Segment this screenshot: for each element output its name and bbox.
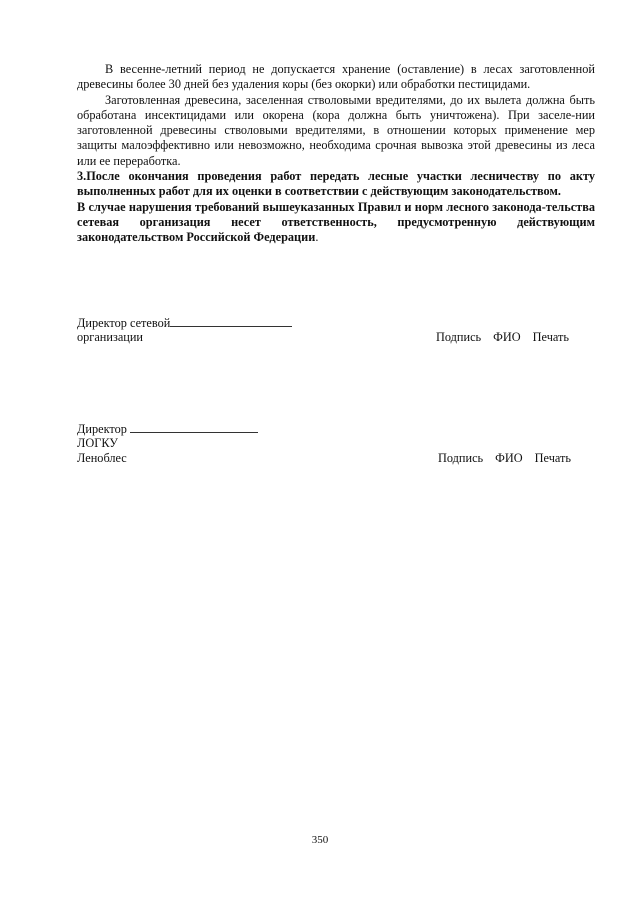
- paragraph-liability: [77, 200, 595, 246]
- signature-2-title: [77, 421, 258, 437]
- signature-2-line2: ЛОГКУ: [77, 436, 118, 450]
- body-text: [77, 62, 595, 246]
- page-number: 350: [311, 834, 329, 846]
- signature-2-fio: ФИО: [495, 451, 523, 465]
- signature-2-fields: [438, 451, 571, 466]
- signature-1-title: [77, 315, 292, 331]
- signature-1-fields: [436, 330, 569, 345]
- paragraph-infested-wood: Заготовленная древесина, заселенная стволовыми вредителями, до их вылета должна быть обработана инсектицидами или окорена (кора должна быть уничтожена). При заселе-нии заготовленной древесины стволовыми вредителями, в отношении которых применение мер защиты малоэффективно или невозможно, необходима срочная вывозка этой древесины из леса или ее переработка.: [77, 92, 595, 168]
- signature-1-blank-line: [170, 315, 292, 327]
- signature-2-line3: Леноблес: [77, 451, 127, 465]
- signature-2-blank-line: [130, 421, 258, 433]
- paragraph-storage-rule: В весенне-летний период не допускается хранение (оставление) в лесах заготовленной древесины более 30 дней без удаления коры (без окорки) или обработки пестицидами.: [77, 62, 595, 92]
- signature-1-line2: организации: [77, 330, 144, 344]
- paragraph-liability-text: В случае нарушения требований вышеуказанных Правил и норм лесного законода-тельства сетевая организация несет ответственность, предусмотренную действующим законодательством Российской Федерации: [77, 199, 595, 245]
- paragraph-liability-period: .: [315, 230, 319, 245]
- signature-1-fio: ФИО: [493, 330, 521, 344]
- signature-2-pechat: Печать: [534, 451, 571, 465]
- signature-2-podpis: Подпись: [438, 451, 484, 465]
- signature-1-podpis: Подпись: [436, 330, 482, 344]
- signature-1-pechat: Печать: [532, 330, 569, 344]
- paragraph-handover: 3.После окончания проведения работ передать лесные участки лесничеству по акту выполненных работ для их оценки в соответствии с действующим законодательством.: [77, 169, 595, 199]
- signature-2-line1: Директор: [77, 422, 127, 436]
- signature-1-line1: Директор сетевой: [77, 316, 171, 330]
